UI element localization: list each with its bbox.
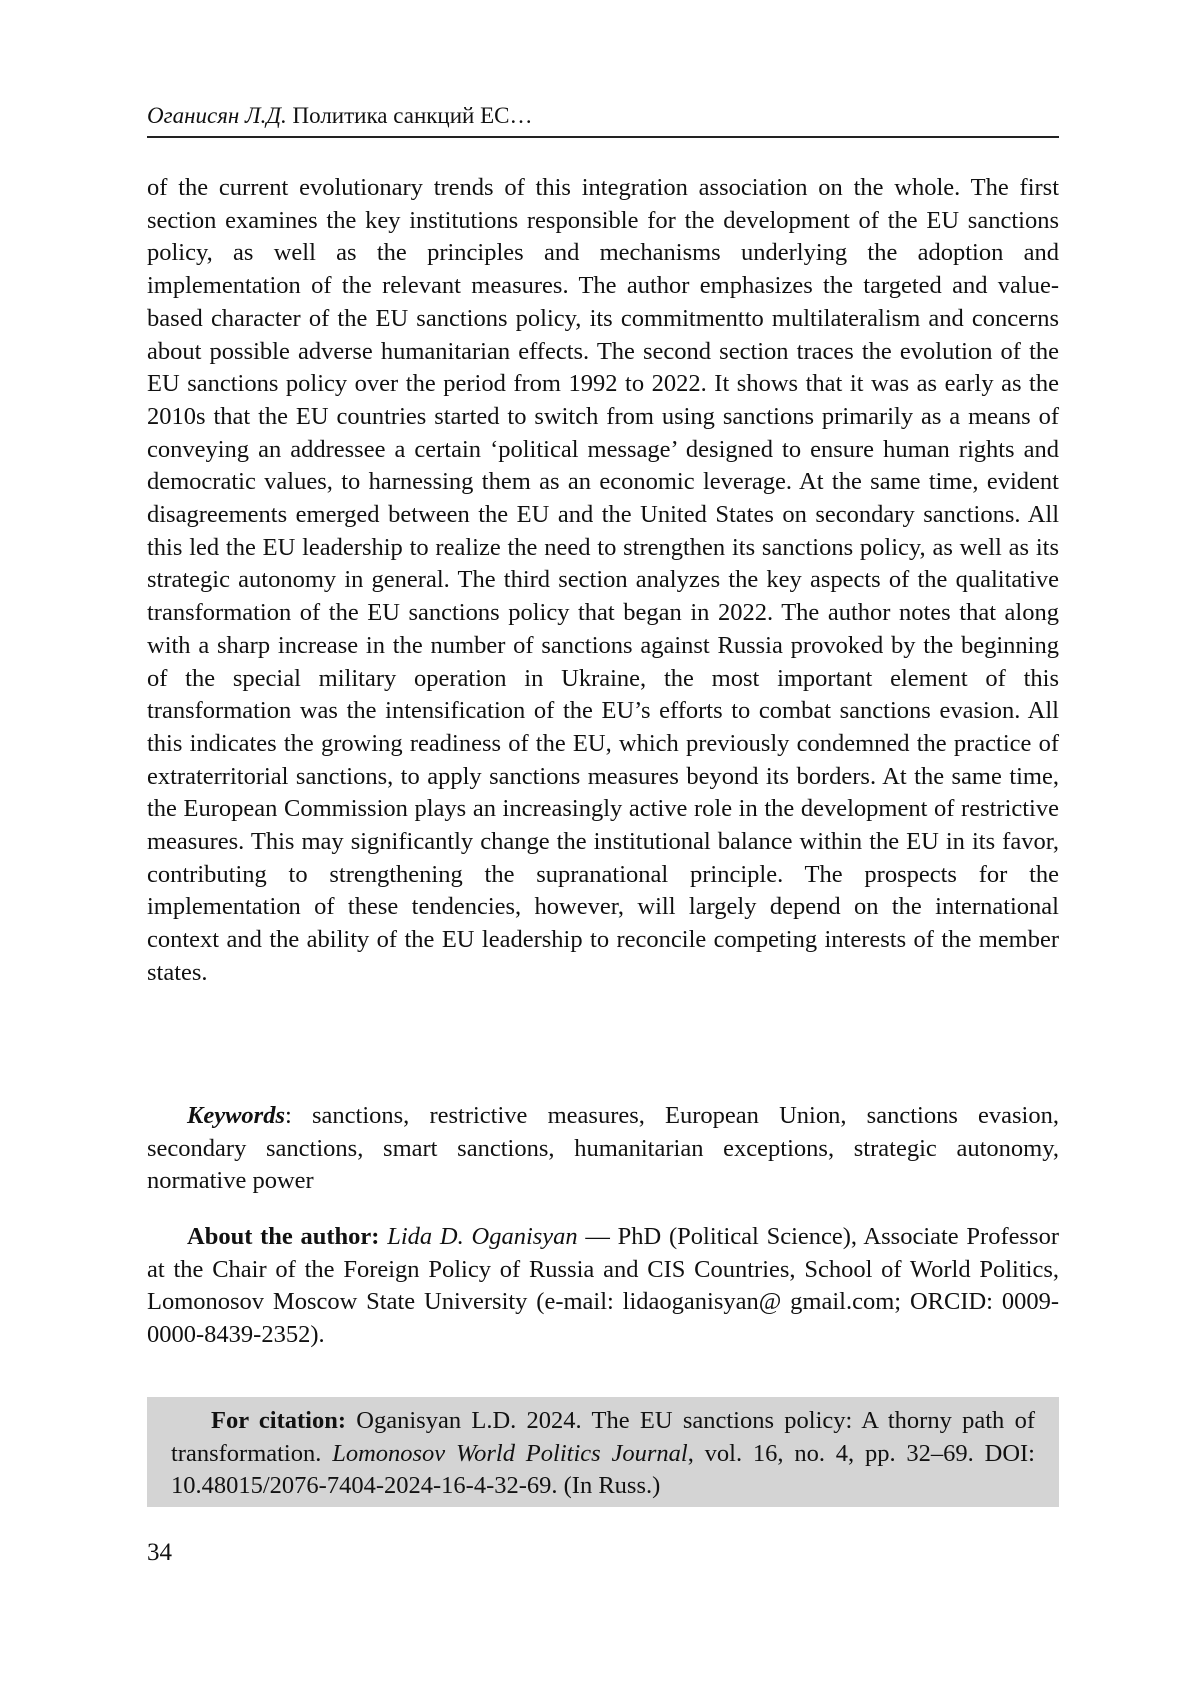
citation-label: For citation: [211,1407,347,1434]
keywords-paragraph [147,1100,1059,1198]
citation-paragraph [171,1405,1035,1503]
citation-text-before: Oganisyan L.D. 2024. The EU sanctions policy: A thorny path of transformation. [171,1407,1035,1467]
about-author-text: — PhD (Political Science), Associate Professor at the Chair of the Foreign Policy of Russia and CIS Countries, School of World Politics, Lomonosov Moscow State University (e-mail: lidaoganisyan@ gmail.com; ORCID: 0009-0000-8439-2352). [147,1223,1059,1348]
keywords-label: Keywords [187,1102,285,1129]
page [147,0,1059,1703]
abstract-body: of the current evolutionary trends of this integration association on the whole. The first section examines the key institutions responsible for the development of the EU sanctions policy, as well as the principles and mechanisms underlying the adoption and implementation of the relevant measures. The author emphasizes the targeted and value-based character of the EU sanctions policy, its commitmentto multilateralism and concerns about possible adverse humanitarian effects. The second section traces the evolution of the EU sanctions policy over the period from 1992 to 2022. It shows that it was as early as the 2010s that the EU countries started to switch from using sanctions primarily as a means of conveying an addressee a certain ‘political message’ designed to ensure human rights and democratic values, to harnessing them as an economic leverage. At the same time, evident disagreements emerged between the EU and the United States on secondary sanctions. All this led the EU leadership to realize the need to strengthen its sanctions policy, as well as its strategic autonomy in general. The third section analyzes the key aspects of the qualitative transformation of the EU sanctions policy that began in 2022. The author notes that along with a sharp increase in the number of sanctions against Russia provoked by the beginning of the special military operation in Ukraine, the most important element of this transformation was the intensification of the EU’s efforts to combat sanctions evasion. All this indicates the growing readiness of the EU, which previously condemned the practice of extraterritorial sanctions, to apply sanctions measures beyond its borders. At the same time, the European Commission plays an increasingly active role in the development of restrictive measures. This may significantly change the institutional balance within the EU in its favor, contributing to strengthening the supranational principle. The prospects for the implementation of these tendencies, however, will largely depend on the international context and the ability of the EU leadership to reconcile competing interests of the member states. [147,174,1059,986]
citation-text-after: , vol. 16, no. 4, pp. 32–69. DOI: 10.48015/2076-7404-2024-16-4-32-69. (In Russ.) [171,1439,1035,1499]
about-author-paragraph [147,1221,1059,1351]
keywords-text: : sanctions, restrictive measures, European Union, sanctions evasion, secondary sanctions, smart sanctions, humanitarian exceptions, strategic autonomy, normative power [147,1102,1059,1194]
running-header [147,102,1059,138]
citation-box [147,1397,1059,1507]
page-number: 34 [147,1539,172,1566]
header-author: Оганисян Л.Д. [147,103,287,128]
citation-journal: Lomonosov World Politics Journal [332,1439,688,1467]
about-author-label: About the author: [187,1223,380,1250]
header-title: Политика санкций ЕС… [292,103,533,128]
author-name: Lida D. Oganisyan [387,1223,578,1250]
